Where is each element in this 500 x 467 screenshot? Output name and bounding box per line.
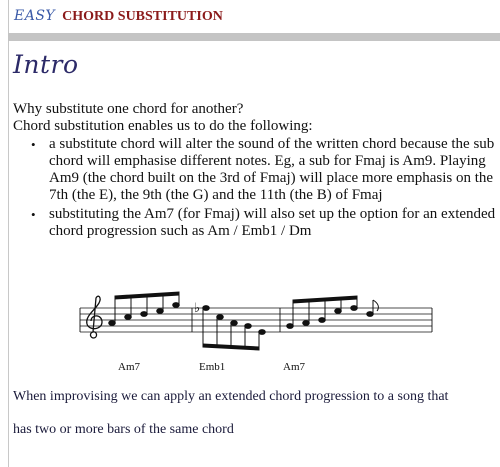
measure-2-notes (203, 306, 266, 350)
document-title: CHORD SUBSTITUTION (62, 9, 223, 24)
improv-text: When improvising we can apply an extended chord progression to a song that (13, 389, 449, 404)
flat-icon: ♭ (194, 301, 201, 316)
easy-logo: EASY (14, 8, 56, 24)
section-title: Intro (13, 50, 79, 79)
bullet-icon: • (31, 207, 36, 222)
substitution-points (13, 136, 498, 242)
bullet-text: a substitute chord will alter the sound of the written chord because the sub chord will emphasise different notes. Eg, a sub for Fmaj is Am9. Playing Am9 (the chord built on the 3rd of Fmaj) will place more emphasis on the 7th (the E), the 9th (the G) and the 11th (the B) of Fmaj (49, 136, 495, 203)
bullet-icon: • (31, 137, 36, 152)
bullet-item (13, 206, 498, 240)
chord-label: Am7 (118, 361, 140, 373)
bullet-text: substituting the Am7 (for Fmaj) will also set up the option for an extended chord progression such as Am / Emb1 / Dm (49, 206, 496, 239)
document-header (14, 7, 223, 27)
intro-lead: Chord substitution enables us to do the following: (13, 118, 313, 134)
chord-label: Emb1 (199, 361, 226, 373)
measure-3-notes (287, 296, 379, 328)
header-divider (8, 33, 500, 41)
bullet-item (13, 136, 498, 204)
music-staff (72, 286, 436, 356)
chord-label: Am7 (283, 361, 305, 373)
intro-question: Why substitute one chord for another? (13, 101, 244, 117)
page-border (8, 0, 9, 467)
staff-lines (80, 308, 432, 332)
improv-text: has two or more bars of the same chord (13, 422, 234, 437)
